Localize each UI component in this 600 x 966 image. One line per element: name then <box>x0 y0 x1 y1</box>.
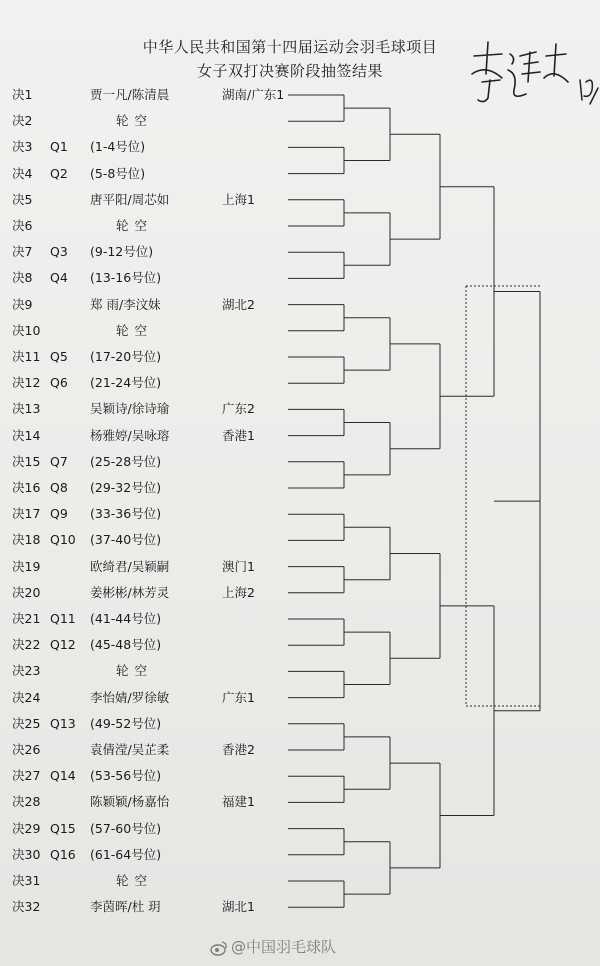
team-name: 香港2 <box>222 742 255 757</box>
team-name: 广东1 <box>222 689 255 705</box>
slot-label: 决30 <box>12 846 41 862</box>
weibo-icon <box>210 940 228 956</box>
pair-name: (57-60号位) <box>90 820 162 836</box>
pair-name: (9-12号位) <box>90 244 154 260</box>
qualifier-label: Q2 <box>50 165 68 181</box>
slot-label: 决19 <box>12 558 41 574</box>
bye-label: 轮空 <box>116 113 154 129</box>
team-name: 福建1 <box>222 794 255 810</box>
slot-label: 决15 <box>12 453 41 469</box>
team-name: 上海2 <box>222 584 255 600</box>
slot-label: 决24 <box>12 689 41 705</box>
qualifier-label: Q1 <box>50 139 68 155</box>
slot-label: 决27 <box>12 768 41 784</box>
slot-label: 决11 <box>12 349 41 364</box>
slot-label: 决13 <box>12 401 41 417</box>
slot-label: 决18 <box>12 532 41 548</box>
qualifier-label: Q15 <box>50 820 76 836</box>
pair-name: (49-52号位) <box>90 715 162 731</box>
qualifier-label: Q8 <box>50 480 68 495</box>
slot-label: 决1 <box>12 87 33 102</box>
slot-label: 决26 <box>12 742 41 757</box>
document-title: 中华人民共和国第十四届运动会羽毛球项目 <box>142 38 438 56</box>
pair-name: (61-64号位) <box>90 846 162 862</box>
bye-label: 轮空 <box>116 873 154 888</box>
team-name: 湖南/广东1 <box>222 87 285 102</box>
slot-label: 决17 <box>12 506 41 522</box>
slot-label: 决29 <box>12 820 41 836</box>
pair-name: (5-8号位) <box>90 165 146 181</box>
pair-name: (21-24号位) <box>90 375 162 391</box>
pair-name: 吴颖诗/徐诗瑜 <box>90 401 170 417</box>
qualifier-label: Q5 <box>50 349 68 364</box>
bye-label: 轮空 <box>116 663 154 679</box>
qualifier-label: Q14 <box>50 768 76 784</box>
qualifier-label: Q9 <box>50 506 68 522</box>
slot-label: 决28 <box>12 794 41 810</box>
slot-label: 决20 <box>12 584 41 600</box>
slot-label: 决9 <box>12 296 33 312</box>
slot-label: 决8 <box>12 270 33 286</box>
slot-label: 决7 <box>12 244 33 260</box>
pair-name: 郑 雨/李汶妹 <box>90 296 161 312</box>
pair-name: (13-16号位) <box>90 270 162 286</box>
pair-name: (17-20号位) <box>90 349 162 364</box>
watermark <box>210 936 336 957</box>
qualifier-label: Q13 <box>50 715 76 731</box>
pair-name: (29-32号位) <box>90 480 162 495</box>
pair-name: (1-4号位) <box>90 139 146 155</box>
slot-label: 决3 <box>12 139 33 155</box>
pair-name: 姜彬彬/林芳灵 <box>90 584 170 600</box>
pair-name: 李怡婧/罗徐敏 <box>90 689 170 705</box>
qualifier-label: Q3 <box>50 244 68 260</box>
team-name: 上海1 <box>222 191 255 207</box>
qualifier-label: Q4 <box>50 270 68 286</box>
bye-label: 轮空 <box>116 218 154 233</box>
pair-name: 贾一凡/陈清晨 <box>90 87 170 102</box>
pair-name: 欧绮君/吴颖嗣 <box>90 558 170 574</box>
slot-label: 决21 <box>12 611 41 626</box>
team-name: 广东2 <box>222 401 255 417</box>
team-name: 湖北2 <box>222 296 255 312</box>
qualifier-label: Q6 <box>50 375 68 391</box>
qualifier-label: Q7 <box>50 453 68 469</box>
team-name: 香港1 <box>222 427 255 443</box>
pair-name: (45-48号位) <box>90 637 162 653</box>
watermark-text: @中国羽毛球队 <box>231 938 337 956</box>
pair-name: (53-56号位) <box>90 768 162 784</box>
team-name: 湖北1 <box>222 899 255 915</box>
slot-label: 决2 <box>12 113 33 129</box>
bye-label: 轮空 <box>116 322 154 338</box>
slot-label: 决22 <box>12 637 41 653</box>
document-subtitle: 女子双打决赛阶段抽签结果 <box>196 62 383 80</box>
slot-label: 决4 <box>12 165 33 181</box>
slot-label: 决12 <box>12 375 41 391</box>
slot-label: 决25 <box>12 715 41 731</box>
pair-name: (37-40号位) <box>90 532 162 548</box>
pair-name: 杨雅婷/吴咏瑢 <box>90 427 170 443</box>
slot-label: 决31 <box>12 873 41 888</box>
slot-label: 决14 <box>12 427 41 443</box>
qualifier-label: Q16 <box>50 846 76 862</box>
slot-label: 决10 <box>12 322 41 338</box>
qualifier-label: Q12 <box>50 637 76 653</box>
slot-label: 决16 <box>12 480 41 495</box>
qualifier-label: Q11 <box>50 611 76 626</box>
pair-name: (41-44号位) <box>90 611 162 626</box>
team-name: 澳门1 <box>222 558 255 574</box>
slot-label: 决32 <box>12 899 41 915</box>
slot-label: 决6 <box>12 218 33 233</box>
slot-label: 决5 <box>12 191 33 207</box>
pair-name: 李茵晖/杜 玥 <box>90 899 161 915</box>
pair-name: 陈颖颖/杨嘉怡 <box>90 794 170 810</box>
pair-name: 袁倩滢/吴芷柔 <box>90 742 170 757</box>
pair-name: 唐平阳/周芯如 <box>90 191 170 207</box>
qualifier-label: Q10 <box>50 532 76 548</box>
pair-name: (25-28号位) <box>90 453 162 469</box>
pair-name: (33-36号位) <box>90 506 162 522</box>
slot-label: 决23 <box>12 663 41 679</box>
